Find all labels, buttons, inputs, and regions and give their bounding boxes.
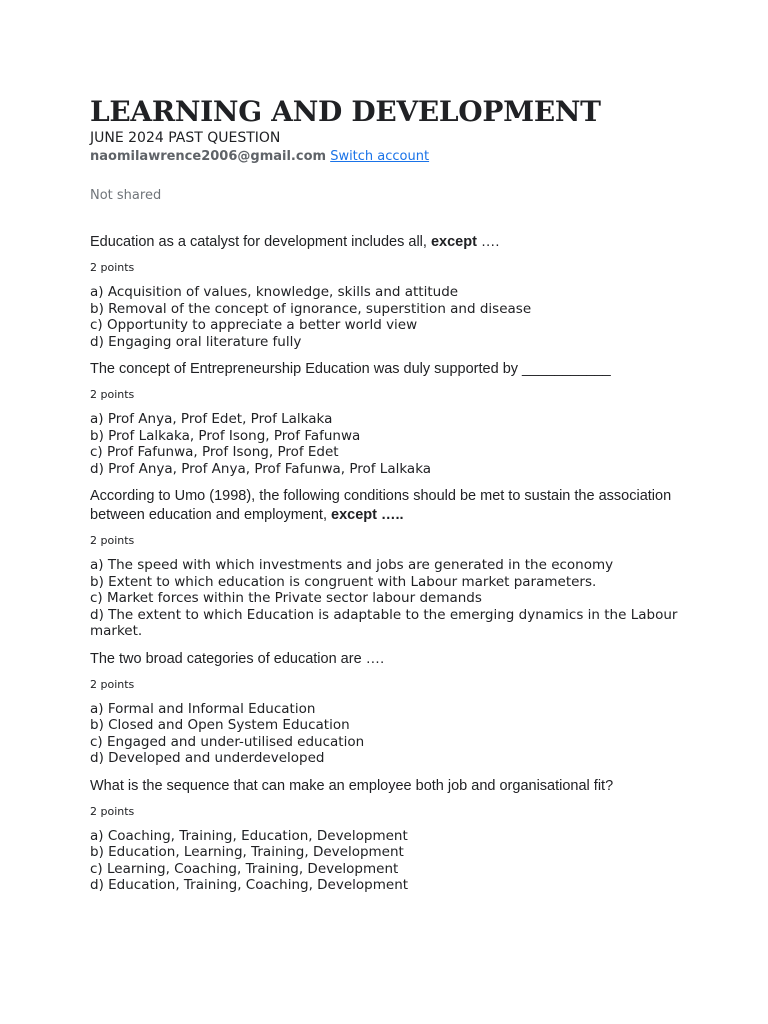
question-suffix: …. (476, 234, 500, 250)
option-list (90, 284, 678, 350)
answer-option: c) Prof Fafunwa, Prof Isong, Prof Edet (90, 444, 339, 460)
question-item (90, 487, 678, 640)
question-text (90, 233, 678, 252)
option-list (90, 411, 678, 477)
answer-option: b) Extent to which education is congruent with Labour market parameters. (90, 573, 597, 590)
question-points: 2 points (90, 261, 135, 274)
answer-option: d) Education, Training, Coaching, Development (90, 877, 409, 893)
option-list (90, 557, 678, 640)
question-points: 2 points (90, 534, 135, 547)
question-emphasis: except (430, 234, 477, 250)
answer-option: d) Prof Anya, Prof Anya, Prof Fafunwa, Prof Lalkaka (90, 460, 432, 477)
question-prompt: According to Umo (1998), the following conditions should be met to sustain the association between education and employment, (90, 488, 672, 523)
answer-option: a) The speed with which investments and jobs are generated in the economy (90, 557, 614, 573)
answer-option: a) Coaching, Training, Education, Development (90, 827, 408, 844)
answer-option: b) Education, Learning, Training, Development (90, 844, 404, 860)
account-email: naomilawrence2006@gmail.com (90, 149, 327, 164)
question-text (90, 650, 678, 669)
form-subtitle: JUNE 2024 PAST QUESTION (90, 130, 281, 146)
question-text (90, 777, 678, 796)
answer-option: b) Removal of the concept of ignorance, superstition and disease (90, 300, 532, 317)
answer-option: d) Engaging oral literature fully (90, 333, 302, 350)
answer-option: d) Developed and underdeveloped (90, 750, 325, 766)
answer-option: d) The extent to which Education is adaptable to the emerging dynamics in the Labour market. (90, 606, 678, 639)
sharing-status: Not shared (90, 188, 162, 203)
form-title: LEARNING AND DEVELOPMENT (90, 95, 601, 128)
answer-option: b) Prof Lalkaka, Prof Isong, Prof Fafunwa (90, 427, 361, 444)
question-item (90, 233, 678, 350)
question-item (90, 360, 678, 477)
question-prompt: Education as a catalyst for development includes all, (90, 234, 431, 250)
answer-option: c) Engaged and under-utilised education (90, 733, 365, 750)
question-item (90, 650, 678, 767)
answer-option: a) Formal and Informal Education (90, 700, 316, 717)
question-prompt: The two broad categories of education are …. (90, 650, 385, 667)
answer-option: a) Acquisition of values, knowledge, skills and attitude (90, 284, 459, 300)
account-row (90, 147, 678, 167)
answer-option: c) Learning, Coaching, Training, Development (90, 860, 399, 877)
question-points: 2 points (90, 388, 135, 401)
question-text (90, 360, 678, 379)
question-prompt: What is the sequence that can make an employee both job and organisational fit? (90, 777, 614, 794)
question-emphasis: except ….. (331, 507, 404, 523)
option-list (90, 701, 678, 767)
switch-account-link[interactable]: Switch account (330, 149, 430, 164)
question-text (90, 487, 678, 525)
question-points: 2 points (90, 804, 135, 818)
answer-option: a) Prof Anya, Prof Edet, Prof Lalkaka (90, 411, 333, 427)
question-list (90, 233, 678, 894)
answer-option: b) Closed and Open System Education (90, 717, 350, 733)
question-item (90, 777, 678, 894)
question-points: 2 points (90, 677, 135, 691)
option-list (90, 828, 678, 894)
question-prompt: The concept of Entrepreneurship Education was duly supported by ___________ (90, 361, 611, 377)
answer-option: c) Market forces within the Private sector labour demands (90, 590, 482, 606)
answer-option: c) Opportunity to appreciate a better world view (90, 317, 418, 333)
